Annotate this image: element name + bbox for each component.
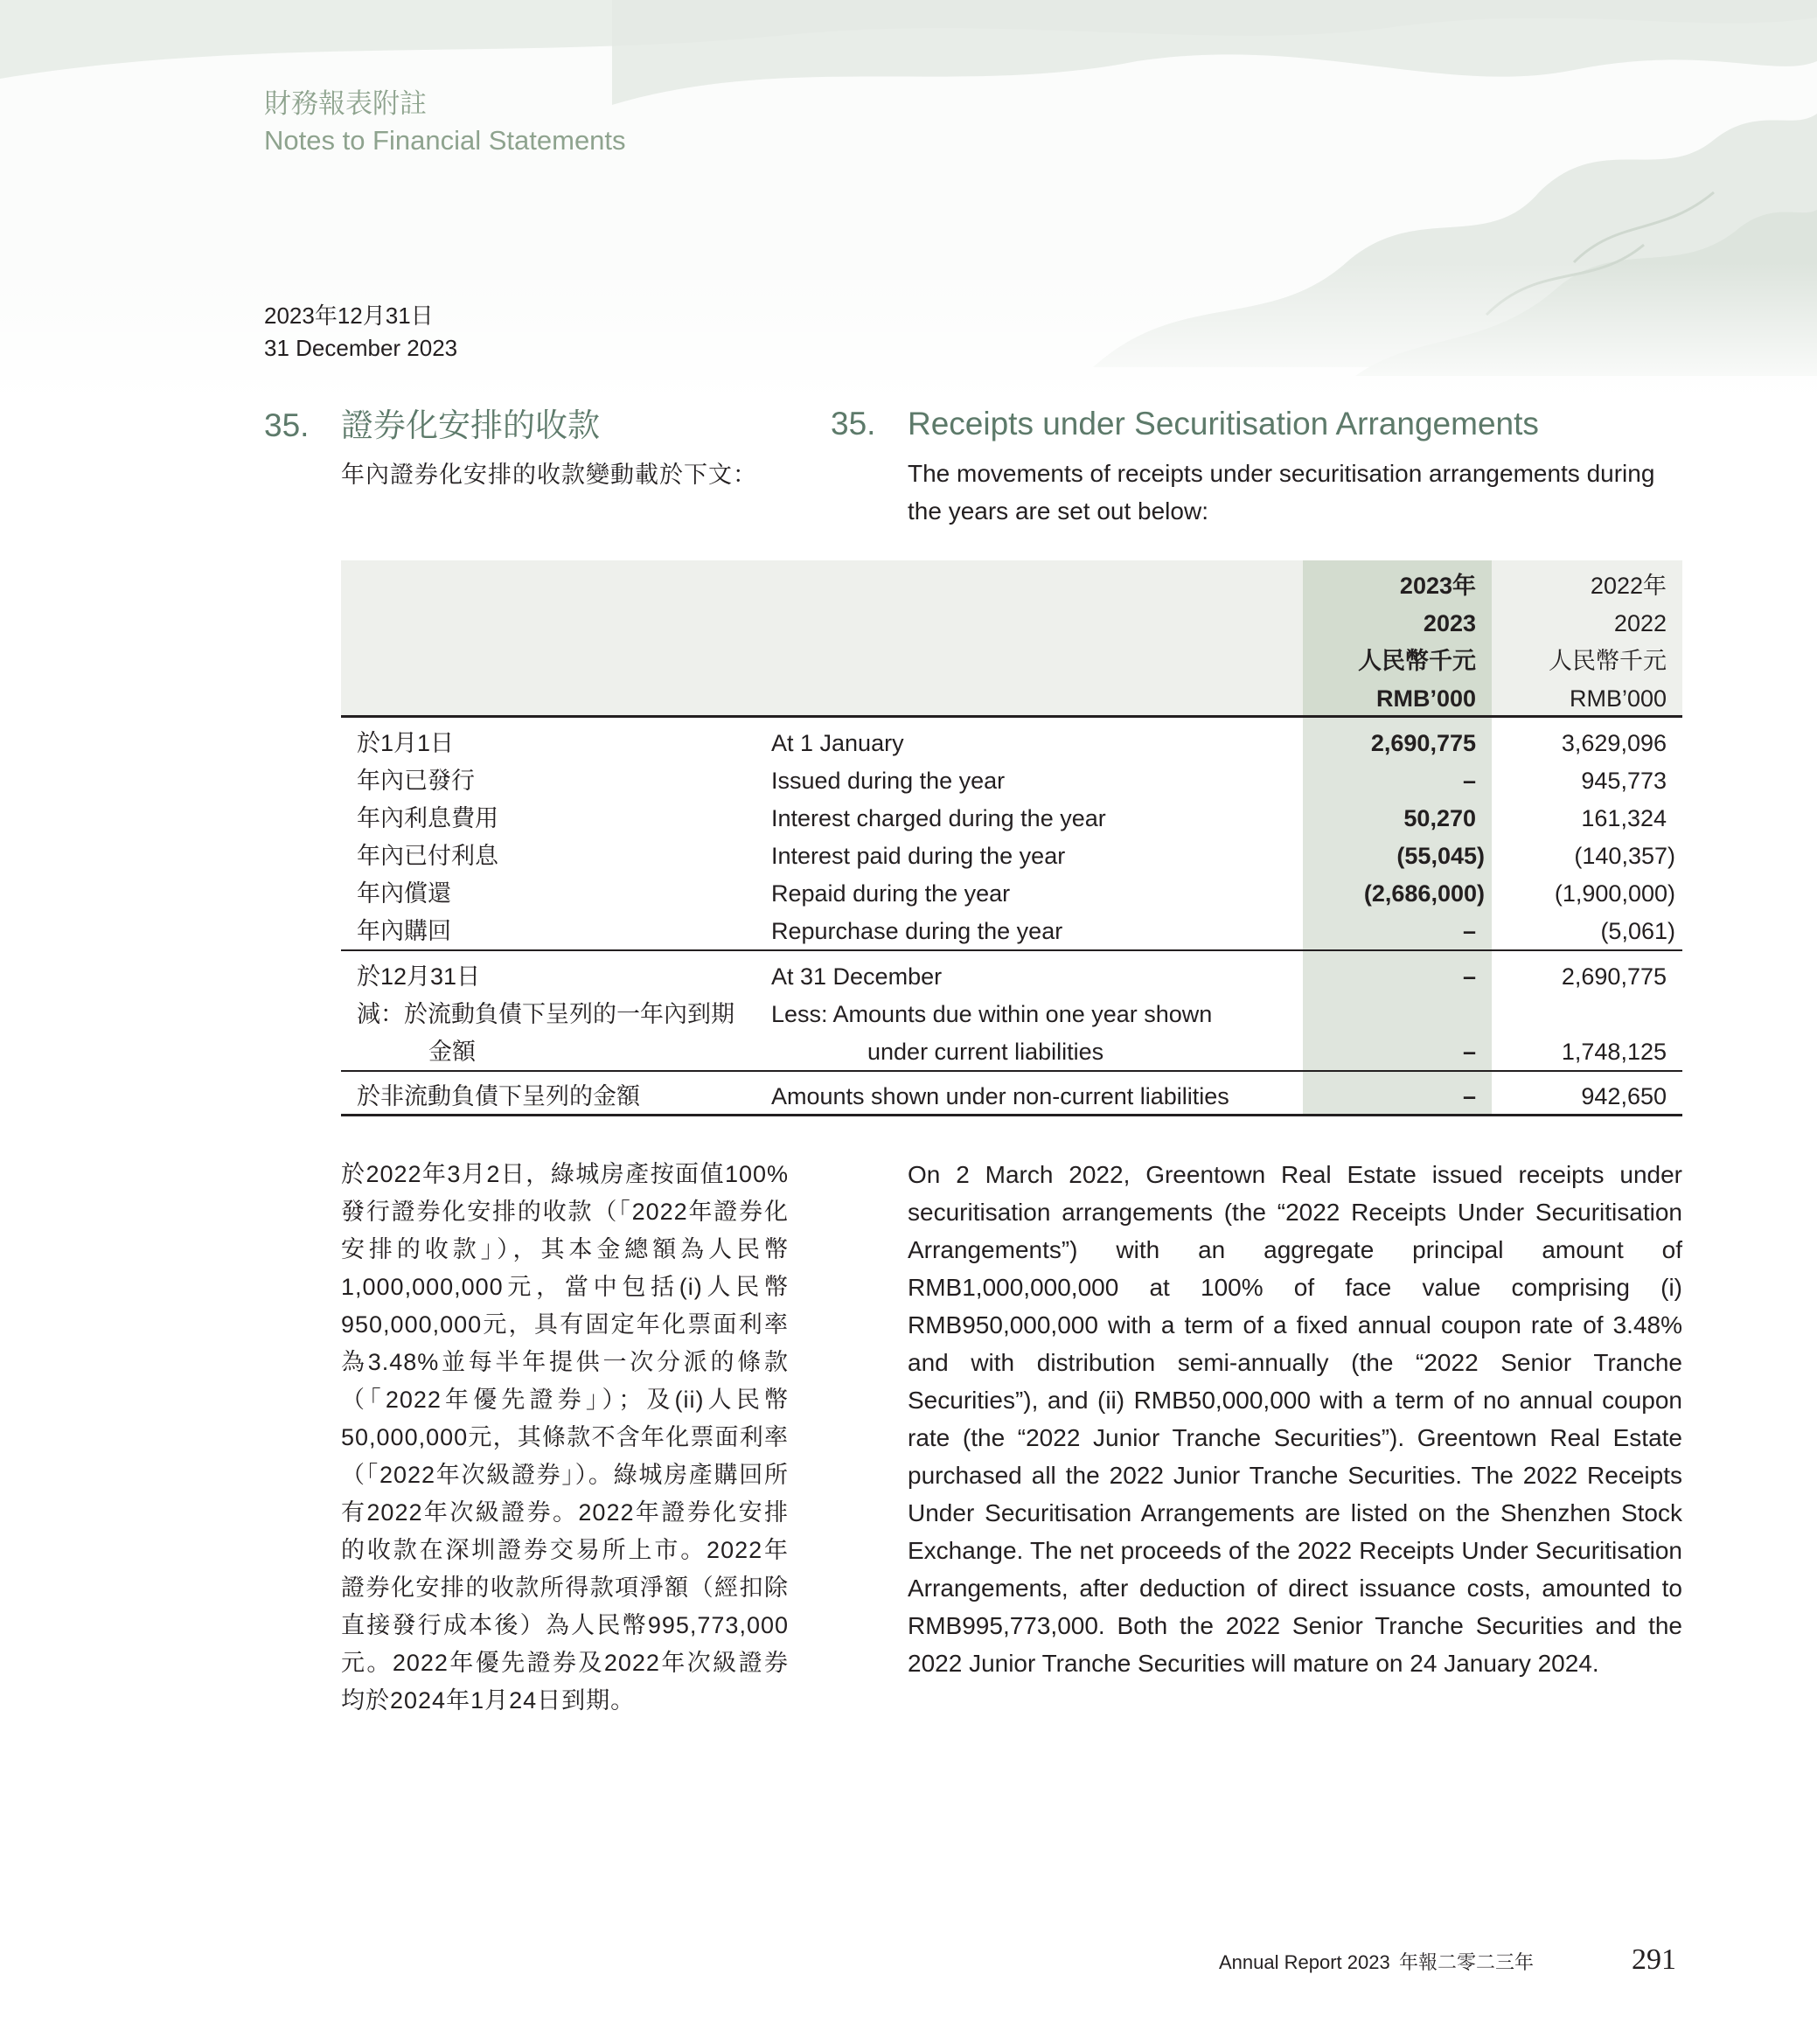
row-value-2022: 945,773 — [1581, 768, 1667, 794]
row-value-2023: – — [1462, 963, 1476, 990]
row-label-en: At 31 December — [771, 963, 943, 990]
page-number: 291 — [1632, 1943, 1676, 1976]
row-label-zh: 年內利息費用 — [357, 805, 498, 831]
row-label-zh: 年內已發行 — [357, 768, 475, 794]
row-label-en: Interest charged during the year — [771, 805, 1106, 831]
section-title-zh: 證券化安排的收款 — [341, 407, 600, 443]
row-label-zh: 年內已付利息 — [357, 843, 498, 869]
row-label-en: Issued during the year — [771, 768, 1006, 794]
col-2023-year-zh: 2023年 — [1399, 573, 1476, 599]
row-value-2023: – — [1462, 768, 1476, 794]
running-header-zh: 財務報表附註 — [264, 88, 427, 119]
row-value-2023: (55,045) — [1396, 843, 1485, 869]
section-intro-en: The movements of receipts under securitisation arrangements during the years are set out below: — [908, 460, 1655, 525]
row-value-2023: 2,690,775 — [1370, 730, 1476, 756]
statement-date-en: 31 December 2023 — [264, 335, 458, 361]
running-header-en: Notes to Financial Statements — [264, 125, 626, 156]
row-label-en: Repaid during the year — [771, 880, 1011, 907]
header-rule — [341, 715, 1682, 718]
row-label-zh: 於12月31日 — [357, 963, 481, 990]
row-value-2022: (140,357) — [1574, 843, 1675, 869]
row-label-zh-continued: 金額 — [428, 1039, 476, 1065]
col-2022-unit-zh: 人民幣千元 — [1549, 648, 1667, 674]
total-rule — [341, 1070, 1682, 1072]
col-2022-year-en: 2022 — [1613, 610, 1667, 636]
securitisation-movement-table — [341, 560, 1682, 1116]
row-label-en: Amounts shown under non-current liabilities — [771, 1083, 1229, 1109]
col-2023-unit-zh: 人民幣千元 — [1358, 648, 1476, 674]
row-label-en: Interest paid during the year — [771, 843, 1066, 869]
section-number-zh: 35. — [264, 407, 310, 443]
row-value-2022: 3,629,096 — [1561, 730, 1667, 756]
col-2022-year-zh: 2022年 — [1590, 573, 1667, 599]
col-2022-unit-en: RMB’000 — [1569, 685, 1667, 712]
row-value-2022: 942,650 — [1581, 1083, 1667, 1109]
row-value-2023: – — [1462, 1039, 1476, 1065]
row-value-2022: 161,324 — [1581, 805, 1667, 831]
row-label-en: At 1 January — [771, 730, 904, 756]
row-label-en: Less: Amounts due within one year shown — [771, 1001, 1213, 1027]
col-2023-unit-en: RMB’000 — [1375, 685, 1476, 712]
footer-report-title-en: Annual Report 2023 — [1219, 1951, 1390, 1973]
row-label-en: Repurchase during the year — [771, 918, 1063, 944]
statement-date-zh: 2023年12月31日 — [264, 302, 434, 329]
row-value-2023: 50,270 — [1403, 805, 1476, 831]
subtotal-rule — [341, 949, 1682, 951]
table-bottom-rule — [341, 1114, 1682, 1116]
footer-report-title-zh: 年報二零二三年 — [1399, 1951, 1535, 1973]
explanatory-paragraph-zh: 於2022年3月2日，綠城房產按面值100%發行證券化安排的收款（「2022年證券化安排的收款」），其本金總額為人民幣1,000,000,000元，當中包括(i)人民幣950,000,000元，具有固定年化票面利率為3.48%並每半年提供一次分派的條款（「2022年優先證券」）；及(ii)人民幣50,000,000元，其條款不含年化票面利率（「2022年次級證券」）。綠城房產購回所有2022年次級證券。2022年證券化安排的收款在深圳證券交易所上市。2022年證券化安排的收款所得款項淨額（經扣除直接發行成本後）為人民幣995,773,000元。2022年優先證券及2022年次級證券均於2024年1月24日到期。 — [341, 1161, 789, 1714]
row-value-2023: – — [1462, 1083, 1476, 1109]
row-label-zh: 年內購回 — [357, 918, 451, 944]
section-intro-zh: 年內證券化安排的收款變動載於下文： — [341, 462, 757, 488]
row-value-2022: 2,690,775 — [1561, 963, 1667, 990]
row-value-2022: (1,900,000) — [1554, 880, 1675, 907]
row-label-zh: 年內償還 — [357, 880, 451, 907]
row-label-zh: 於非流動負債下呈列的金額 — [357, 1083, 640, 1109]
row-label-zh: 於1月1日 — [357, 730, 455, 756]
row-value-2023: – — [1462, 918, 1476, 944]
row-label-zh: 減：於流動負債下呈列的一年內到期 — [357, 1001, 734, 1027]
row-label-en-continued: under current liabilities — [867, 1039, 1104, 1065]
row-value-2022: 1,748,125 — [1561, 1039, 1667, 1065]
row-value-2022: (5,061) — [1600, 918, 1675, 944]
row-value-2023: (2,686,000) — [1363, 880, 1485, 907]
col-2023-year-en: 2023 — [1423, 610, 1476, 636]
explanatory-paragraph-en: On 2 March 2022, Greentown Real Estate issued receipts under securitisation arrangements (the “2022 Receipts Under Securitisation Arrangements”) with an aggregate principal amount of RMB1,000,000,000 at 100% of face value comprising (i) RMB950,000,000 with a term of a fixed annual coupon rate of 3.48% and with distribution semi-annually (the “2022 Senior Tranche Securities”), and (ii) RMB50,000,000 with a term of no annual coupon rate (the “2022 Junior Tranche Securities”). Greentown Real Estate purchased all the 2022 Junior Tranche Securities. The 2022 Receipts Under Securitisation Arrangements are listed on the Shenzhen Stock Exchange. The net proceeds of the 2022 Receipts Under Securitisation Arrangements, after deduction of direct issuance costs, amounted to RMB995,773,000. Both the 2022 Senior Tranche Securities and the 2022 Junior Tranche Securities will mature on 24 January 2024. — [908, 1161, 1682, 1677]
section-number-en: 35. — [831, 406, 876, 441]
section-title-en: Receipts under Securitisation Arrangements — [908, 406, 1539, 441]
